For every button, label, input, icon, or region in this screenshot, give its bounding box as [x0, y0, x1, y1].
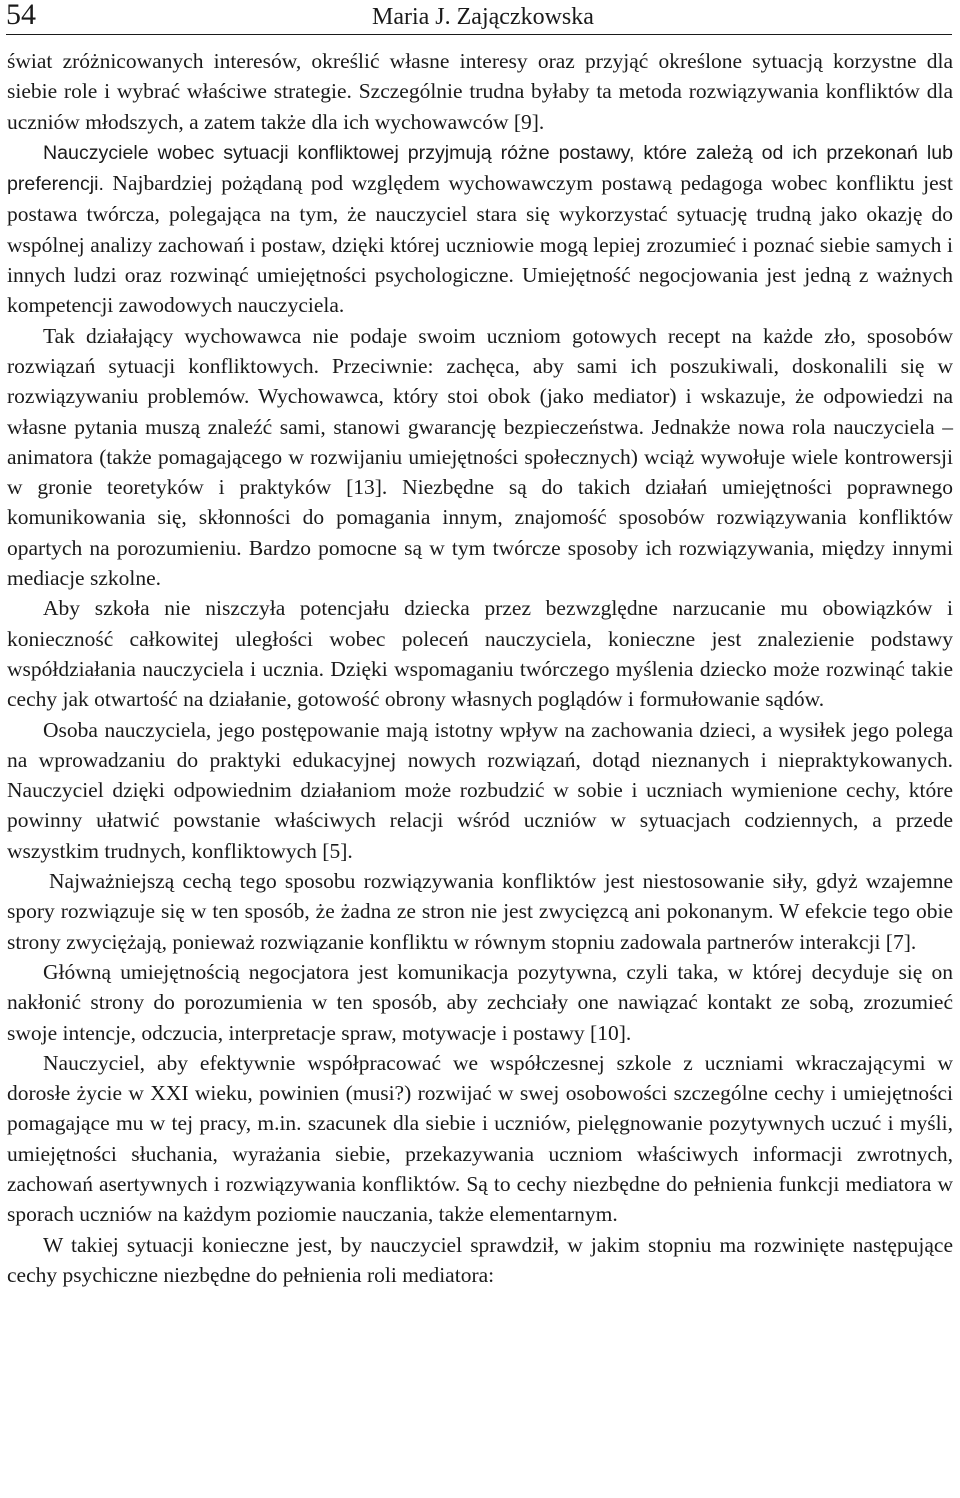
paragraph: Główną umiejętnością negocjatora jest komunikacja pozytywna, czyli taka, w której decyduje się on nakłonić strony do porozumienia w ten sposób, aby zechciały one nawiązać kontakt ze sobą, zrozumieć swoje intencje, odczucia, interpretacje spraw, motywacje i postawy [10].: [7, 959, 953, 1045]
header-rule: [6, 34, 952, 35]
paragraph: [7, 137, 953, 321]
sans-sentence: Nauczyciele wobec sytuacji konfliktowej przyjmują różne postawy, które zależą od ich przekonań lub preferencji.: [7, 141, 953, 196]
paragraph: świat zróżnicowanych interesów, określić własne interesy oraz przyjąć określone sytuacją korzystne dla siebie role i wybrać właściwe strategie. Szczególnie trudna byłaby ta metoda rozwiązywania konfliktów dla uczniów młodszych, a zatem także dla ich wychowawców [9].: [7, 49, 953, 134]
paragraph: Aby szkoła nie niszczyła potencjału dziecka przez bezwzględne narzucanie mu obowiązków i konieczność całkowitej uległości wobec poleceń nauczyciela, konieczne jest znalezienie podstawy współdziałania nauczyciela i ucznia. Dzięki wspomaganiu twórczego myślenia dziecko może rozwinąć takie cechy jak otwartość na działanie, gotowość obrony własnych poglądów i formułowanie sądów.: [7, 596, 953, 712]
paragraph: Osoba nauczyciela, jego postępowanie mają istotny wpływ na zachowania dzieci, a wysiłek jego polega na wprowadzaniu do praktyki edukacyjnej nowych rozwiązań, dotąd nieznanych i niepraktykowanych. Nauczyciel dzięki odpowiednim działaniom może rozbudzić w sobie i uczniach wymienione cechy, które powinny ułatwić powstanie właściwych relacji wśród uczniów w sytuacjach codziennych, a przede wszystkim trudnych, konfliktowych [5].: [7, 717, 953, 863]
paragraph: W takiej sytuacji konieczne jest, by nauczyciel sprawdził, w jakim stopniu ma rozwinięte następujące cechy psychiczne niezbędne do pełnienia roli mediatora:: [7, 1232, 953, 1287]
paragraph-continuation: Najbardziej pożądaną pod względem wychowawczym postawą pedagoga wobec konfliktu jest postawa twórcza, polegająca na tym, że nauczyciel stara się wykorzystać sytuację trudną jako okazję do wspólnej analizy zachowań i postaw, dzięki której uczniowie mogą lepiej zrozumieć i poznać siebie samych i innych ludzi oraz rozwinąć umiejętności psychologiczne. Umiejętność negocjowania jest jedną z ważnych kompetencji zawodowych nauczyciela.: [7, 171, 953, 318]
paragraph: Tak działający wychowawca nie podaje swoim uczniom gotowych recept na każde zło, sposobów rozwiązań sytuacji konfliktowych. Przeciwnie: zachęca, aby sami ich poszukiwali, doskonalili się w rozwiązywaniu problemów. Wychowawca, który stoi obok (jako mediator) i wskazuje, że odpowiedzi na własne pytania muszą znaleźć sami, stanowi gwarancję bezpieczeństwa. Jednakże nowa rola nauczyciela – animatora (także pomagającego w rozwijaniu umiejętności społecznych) wciąż wywołuje wiele kontrowersji w gronie teoretyków i praktyków [13]. Niezbędne są do takich działań umiejętności poprawnego komunikowania się, skłonności do pomagania innym, znajomość sposobów rozwiązywania konfliktów opartych na porozumieniu. Bardzo pomocne są w tym twórcze sposoby ich rozwiązywania, między innymi mediacje szkolne.: [7, 323, 953, 591]
paragraph: Najważniejszą cechą tego sposobu rozwiązywania konfliktów jest niestosowanie siły, gdyż wzajemne spory rozwiązuje się w ten sposób, że żadna ze stron nie jest zwycięzcą ani pokonanym. W efekcie tego obie strony zwyciężają, ponieważ rozwiązanie konfliktu w równym stopniu zadowala partnerów interakcji [7].: [7, 869, 953, 954]
page-header: [6, 0, 952, 36]
body-text: [7, 46, 953, 1290]
running-head-author: Maria J. Zajączkowska: [372, 4, 594, 30]
page-number: 54: [6, 0, 36, 31]
paragraph: Nauczyciel, aby efektywnie współpracować we współczesnej szkole z uczniami wkraczającymi w dorosłe życie w XXI wieku, powinien (musi?) rozwijać w swej osobowości szczególne cechy i umiejętności pomagające mu w tej pracy, m.in. szacunek dla siebie i uczniów, pielęgnowanie pozytywnych uczuć i myśli, umiejętności słuchania, wyrażania siebie, przekazywania uczniom właściwych informacji zwrotnych, zachowań asertywnych i rozwiązywania konfliktów. Są to cechy niezbędne do pełnienia funkcji mediatora w sporach uczniów na każdym poziomie nauczania, także elementarnym.: [7, 1050, 953, 1227]
